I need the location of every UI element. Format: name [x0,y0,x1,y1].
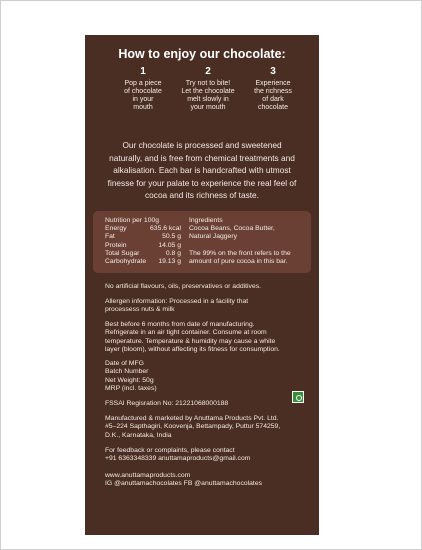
ingredients-line: Natural Jaggery [189,233,237,241]
ingredients [189,217,291,266]
nutrient-value: 19.13 g [158,258,181,266]
nutrition-header: Nutrition per 100g [105,217,160,224]
step-number: 2 [205,66,211,77]
step-text-line: Let the chocolate [181,88,235,95]
nutrient-label: Fat [105,233,115,241]
step-3 [243,66,303,112]
storage-line: Best before 6 months from date of manufacturing. [105,321,255,328]
step-number: 1 [140,66,146,77]
nutrition-row [105,233,181,241]
cocoa-note-line: amount of pure cocoa in this bar. [189,258,288,265]
veg-mark-icon [292,391,304,403]
intro-line: naturally, and is free from chemical treatments and [109,152,295,163]
nutrition-panel [93,211,311,273]
manufacturer-line: #5–224 Sapthagiri, Koovenja, Bettampady, Puttur 574259, [105,423,281,431]
nutrition-row [105,242,181,250]
batch-line: Batch Number [105,368,149,376]
step-text-line: Experience [255,80,291,87]
nutrient-value: 0.8 g [165,249,181,257]
storage-info [105,321,280,355]
enjoy-title: How to enjoy our chocolate: [118,47,286,61]
nutrient-label: Protein [105,241,127,249]
step-text-line: Pop a piece [124,80,162,87]
batch-line: Net Weight: 50g [105,376,154,384]
step-text-line: the richness [254,88,292,95]
storage-line: layer (bloom), without affecting its fitness for consumption. [105,346,280,354]
feedback-info [105,447,250,464]
storage-line: temperature. Temperature & humidity may cause a white [105,337,276,345]
no-artificial-text: No artificial flavours, oils, preservatives or additives. [105,283,262,290]
storage-line: Refrigerate in an air tight container. Consume at room [105,329,267,337]
batch-line: Date of MFG [105,360,144,367]
nutrient-value: 635.6 kcal [150,225,181,233]
step-text-line: mouth [133,104,153,111]
allergen-line: Allergen information: Processed in a facility that [105,298,249,305]
nutrition-facts [105,217,181,266]
intro-line: alkalisation. Each bar is handcrafted with utmost [113,165,291,175]
nutrition-row [105,250,181,258]
allergen-info [105,298,248,315]
nutrient-value: 14.05 g [158,241,181,249]
manufacturer-line: D.K., Karnataka, India [105,431,172,439]
step-text-line: Try not to bite! [185,80,231,87]
enjoy-steps [113,66,303,112]
allergen-line: processess nuts & milk [105,306,175,314]
nutrient-label: Carbohydrate [105,258,147,266]
step-text-line: in your [132,96,154,103]
fssai-number: FSSAI Regisration No: 21221068000188 [105,400,229,407]
step-2 [178,66,238,112]
nutrient-value: 50.5 g [162,233,181,241]
step-text-line: your mouth [190,104,226,111]
batch-info [105,360,157,394]
feedback-line: +91 6363348339 anuttamaproducts@gmail.com [105,455,251,463]
step-text-line: melt slowly in [187,96,229,103]
intro-line: finesse for your palate to experience the real feel of [107,177,297,188]
nutrition-row [105,225,181,233]
step-1 [113,66,173,112]
cocoa-note-line: The 99% on the front refers to the [189,249,291,257]
nutrient-label: Energy [105,225,127,233]
manufacturer-line: Manufactured & marketed by Anuttama Products Pvt. Ltd. [105,415,279,422]
nutrient-label: Total Sugar [105,249,140,257]
ingredients-line: Cocoa Beans, Cocoa Butter, [189,225,275,233]
website: www.anuttamaproducts.com [105,472,191,479]
social-handles: IG @anuttamachocolates FB @anuttamachocolates [105,480,262,487]
ingredients-header: Ingredients [189,217,223,224]
chocolate-pack-back [85,35,319,535]
nutrition-row [105,258,181,266]
step-number: 3 [270,66,276,77]
step-text-line: of chocolate [124,88,162,95]
batch-line: MRP (incl. taxes) [105,385,157,393]
intro-paragraph [95,139,309,202]
step-text-line: of dark [262,96,284,103]
step-text-line: chocolate [258,104,288,111]
intro-line: cocoa and its richness of taste. [145,190,259,200]
intro-line: Our chocolate is processed and sweetened [122,140,282,150]
feedback-line: For feedback or complaints, please contact [105,447,235,454]
manufacturer-info [105,415,280,440]
